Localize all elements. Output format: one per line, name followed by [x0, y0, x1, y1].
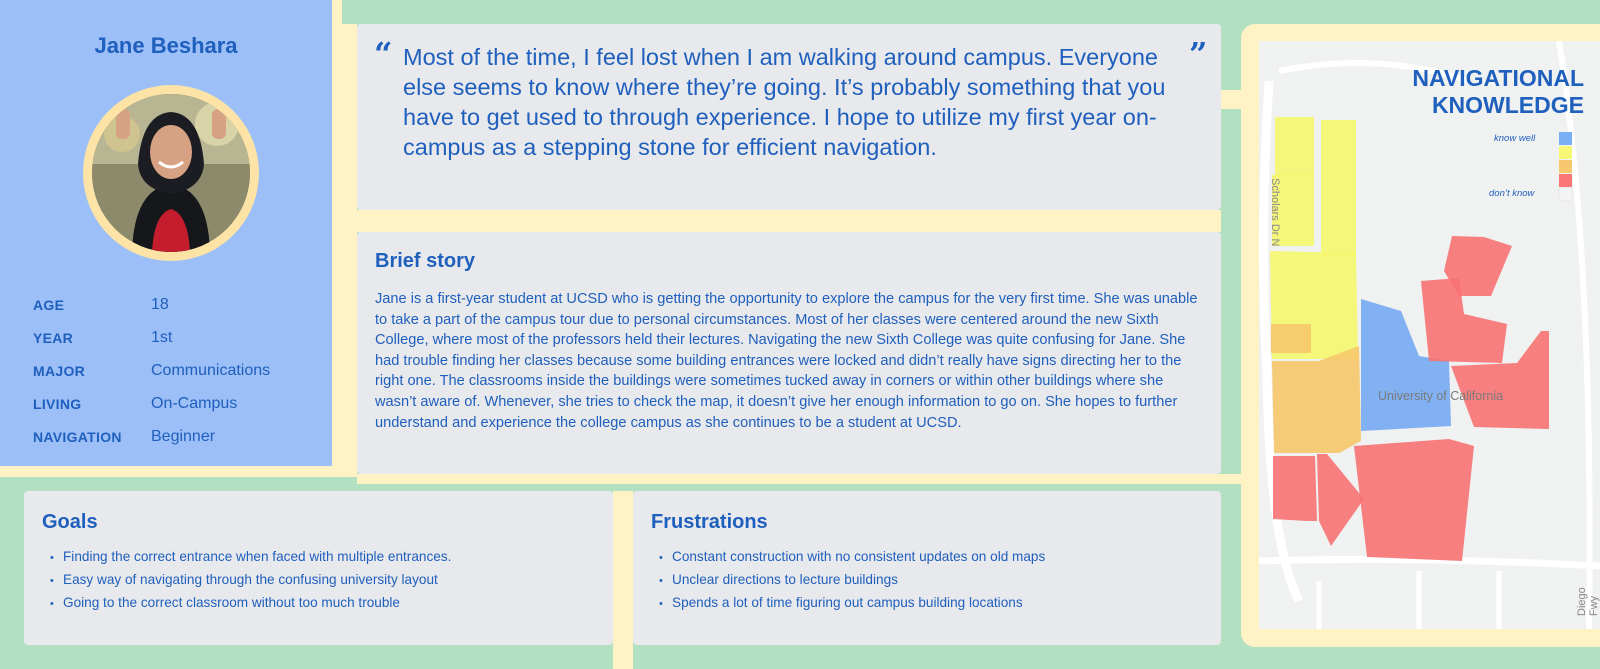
fact-label: MAJOR: [33, 362, 86, 379]
list-item: • Easy way of navigating through the confusing university layout: [50, 569, 451, 592]
goals-title: Goals: [42, 511, 98, 533]
fact-living: [33, 387, 270, 420]
list-item: • Going to the correct classroom without too much trouble: [50, 592, 451, 615]
open-quote-icon: “: [374, 35, 393, 73]
story-panel: [357, 232, 1221, 474]
avatar-ring: [83, 85, 259, 261]
street-label-diego: Diego Fwy: [1576, 587, 1600, 616]
divider-profile-inner: [332, 0, 342, 477]
campus-label: University of California: [1378, 389, 1504, 403]
fact-value: 18: [151, 295, 169, 313]
frustrations-list: [659, 546, 1045, 615]
profile-facts: [33, 288, 270, 453]
goals-list: [50, 546, 451, 615]
list-item: • Finding the correct entrance when faced with multiple entrances.: [50, 546, 451, 569]
divider-quote-map: [1221, 90, 1243, 109]
quote-panel: [357, 24, 1221, 210]
fact-age: [33, 288, 270, 321]
fact-value: 1st: [151, 328, 173, 346]
map-title-line2: KNOWLEDGE: [1431, 92, 1584, 118]
fact-value: Beginner: [151, 427, 216, 445]
divider-quote-story: [357, 210, 1221, 232]
list-item: • Constant construction with no consistent updates on old maps: [659, 546, 1045, 569]
list-item: • Unclear directions to lecture buildings: [659, 569, 1045, 592]
map-title: [1384, 65, 1584, 119]
fact-year: [33, 321, 270, 354]
profile-card: [0, 0, 332, 466]
avatar: [92, 94, 250, 252]
frustrations-panel: [633, 491, 1221, 645]
fact-label: AGE: [33, 296, 65, 313]
close-quote-icon: ”: [1189, 35, 1208, 73]
fact-label: NAVIGATION: [33, 428, 122, 445]
fact-major: [33, 354, 270, 387]
street-label-scholars: Scholars Dr N: [1269, 178, 1281, 247]
goals-panel: [24, 491, 613, 645]
map-title-line1: NAVIGATIONAL: [1412, 65, 1584, 91]
story-text: Jane is a first-year student at UCSD who is getting the opportunity to explore the campus for the very first time. She was unable to take a part of the campus tour due to personal circumstances. Most of her classes were centered around the new Sixth College, where most of the professors held their lectures. Navigating the new Sixth College was quite confusing for Jane. She had trouble finding her classes because some building entrances were locked and didn’t really have signs directing her to the right one. The classrooms inside the buildings were sometimes tucked away in corners or within other buildings where she wasn’t aware of. Whenever, she tries to check the map, it doesn’t give her enough information to go on. She hopes to further understand and experience the college campus as she continues to be a student at UCSD.: [375, 291, 1198, 431]
divider-profile-bottom: [0, 466, 342, 477]
campus-map[interactable]: [1259, 41, 1600, 629]
divider-story-bottom: [357, 474, 1241, 484]
story-title: Brief story: [375, 250, 476, 272]
profile-name: Jane Beshara: [94, 33, 238, 58]
list-item: • Spends a lot of time figuring out campus building locations: [659, 592, 1045, 615]
legend-high-label: know well: [1494, 133, 1536, 144]
quote-text: Most of the time, I feel lost when I am walking around campus. Everyone else seems to know where they’re going. It’s probably something that you have to get used to through experience. I hope to utilize my first year on-campus as a stepping stone for efficient navigation.: [403, 44, 1166, 160]
fact-navigation: [33, 420, 270, 453]
fact-label: YEAR: [33, 329, 74, 346]
map-graphic: [1259, 41, 1600, 629]
fact-value: On-Campus: [151, 394, 238, 412]
avatar-photo: [92, 94, 250, 252]
fact-label: LIVING: [33, 395, 82, 412]
legend-low-label: don’t know: [1489, 188, 1535, 199]
divider-vertical-bottom: [613, 491, 633, 669]
fact-value: Communications: [151, 361, 271, 379]
frustrations-title: Frustrations: [651, 511, 768, 533]
